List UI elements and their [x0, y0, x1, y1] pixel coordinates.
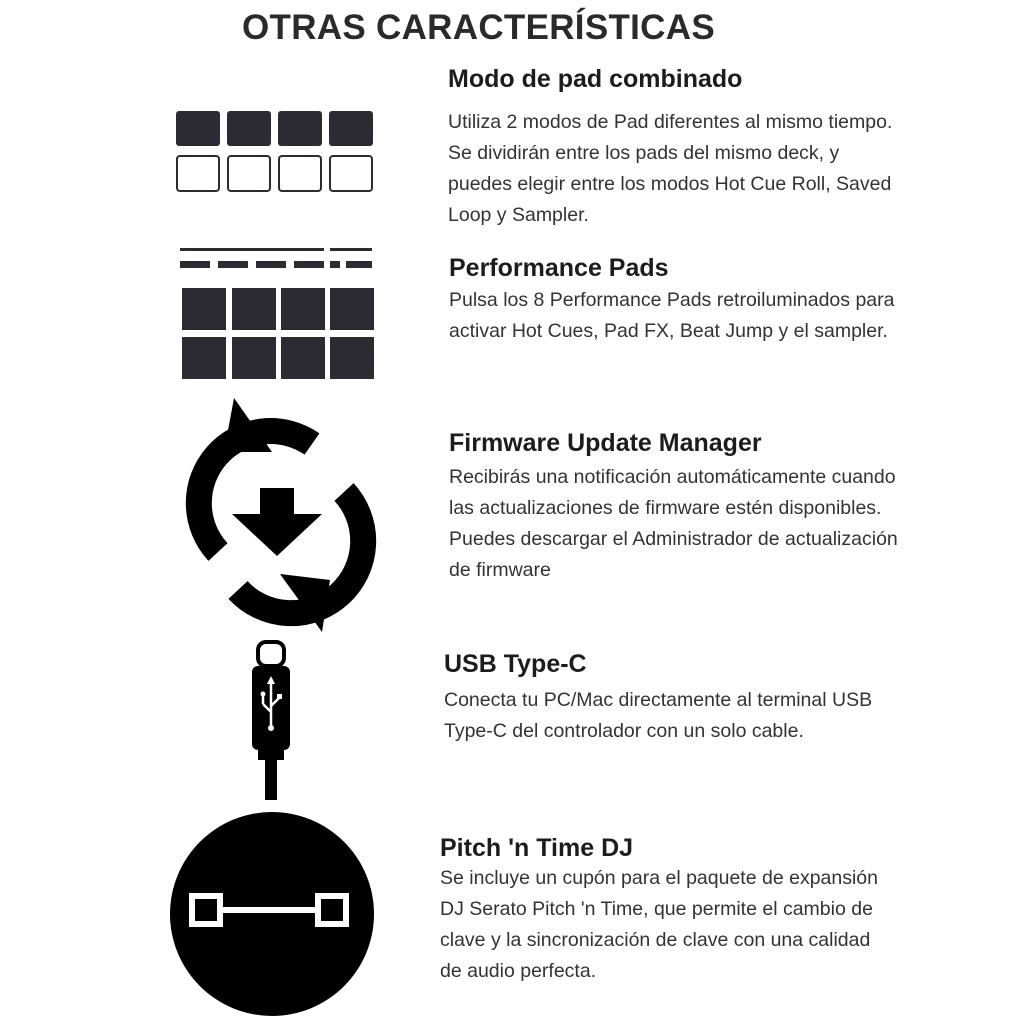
- performance-pads-icon: [178, 246, 378, 382]
- firmware-update-icon: [172, 394, 382, 636]
- feature-description: Utiliza 2 modos de Pad diferentes al mismo tiempo. Se dividirán entre los pads del mismo deck, y puedes elegir entre los modos Hot Cue Roll, Saved Loop y Sampler.: [448, 111, 893, 226]
- feature-performance-pads: [449, 253, 899, 347]
- page-title: OTRAS CARACTERÍSTICAS: [242, 8, 715, 47]
- feature-title: Firmware Update Manager: [449, 429, 762, 457]
- feature-usb-type-c: [444, 649, 894, 747]
- feature-pitch-n-time-dj: [440, 833, 890, 987]
- feature-firmware-update-manager: [449, 428, 899, 586]
- feature-description: Se incluye un cupón para el paquete de expansión DJ Serato Pitch 'n Time, que permite el cambio de clave y la sincronización de clave con una calidad de audio perfecta.: [440, 867, 878, 982]
- feature-description: Pulsa los 8 Performance Pads retroiluminados para activar Hot Cues, Pad FX, Beat Jump y el sampler.: [449, 289, 895, 342]
- pitch-n-time-icon: [164, 808, 380, 1024]
- feature-title: USB Type-C: [444, 650, 587, 678]
- feature-description: Recibirás una notificación automáticamente cuando las actualizaciones de firmware estén disponibles. Puedes descargar el Administrador de actualización de firmware: [449, 466, 898, 581]
- usb-type-c-icon: [244, 638, 300, 802]
- feature-title: Modo de pad combinado: [448, 65, 743, 93]
- feature-split-pad-mode: [448, 64, 898, 231]
- split-pads-icon: [174, 108, 378, 196]
- feature-title: Pitch 'n Time DJ: [440, 834, 634, 862]
- feature-description: Conecta tu PC/Mac directamente al terminal USB Type-C del controlador con un solo cable.: [444, 689, 873, 742]
- feature-title: Performance Pads: [449, 254, 669, 282]
